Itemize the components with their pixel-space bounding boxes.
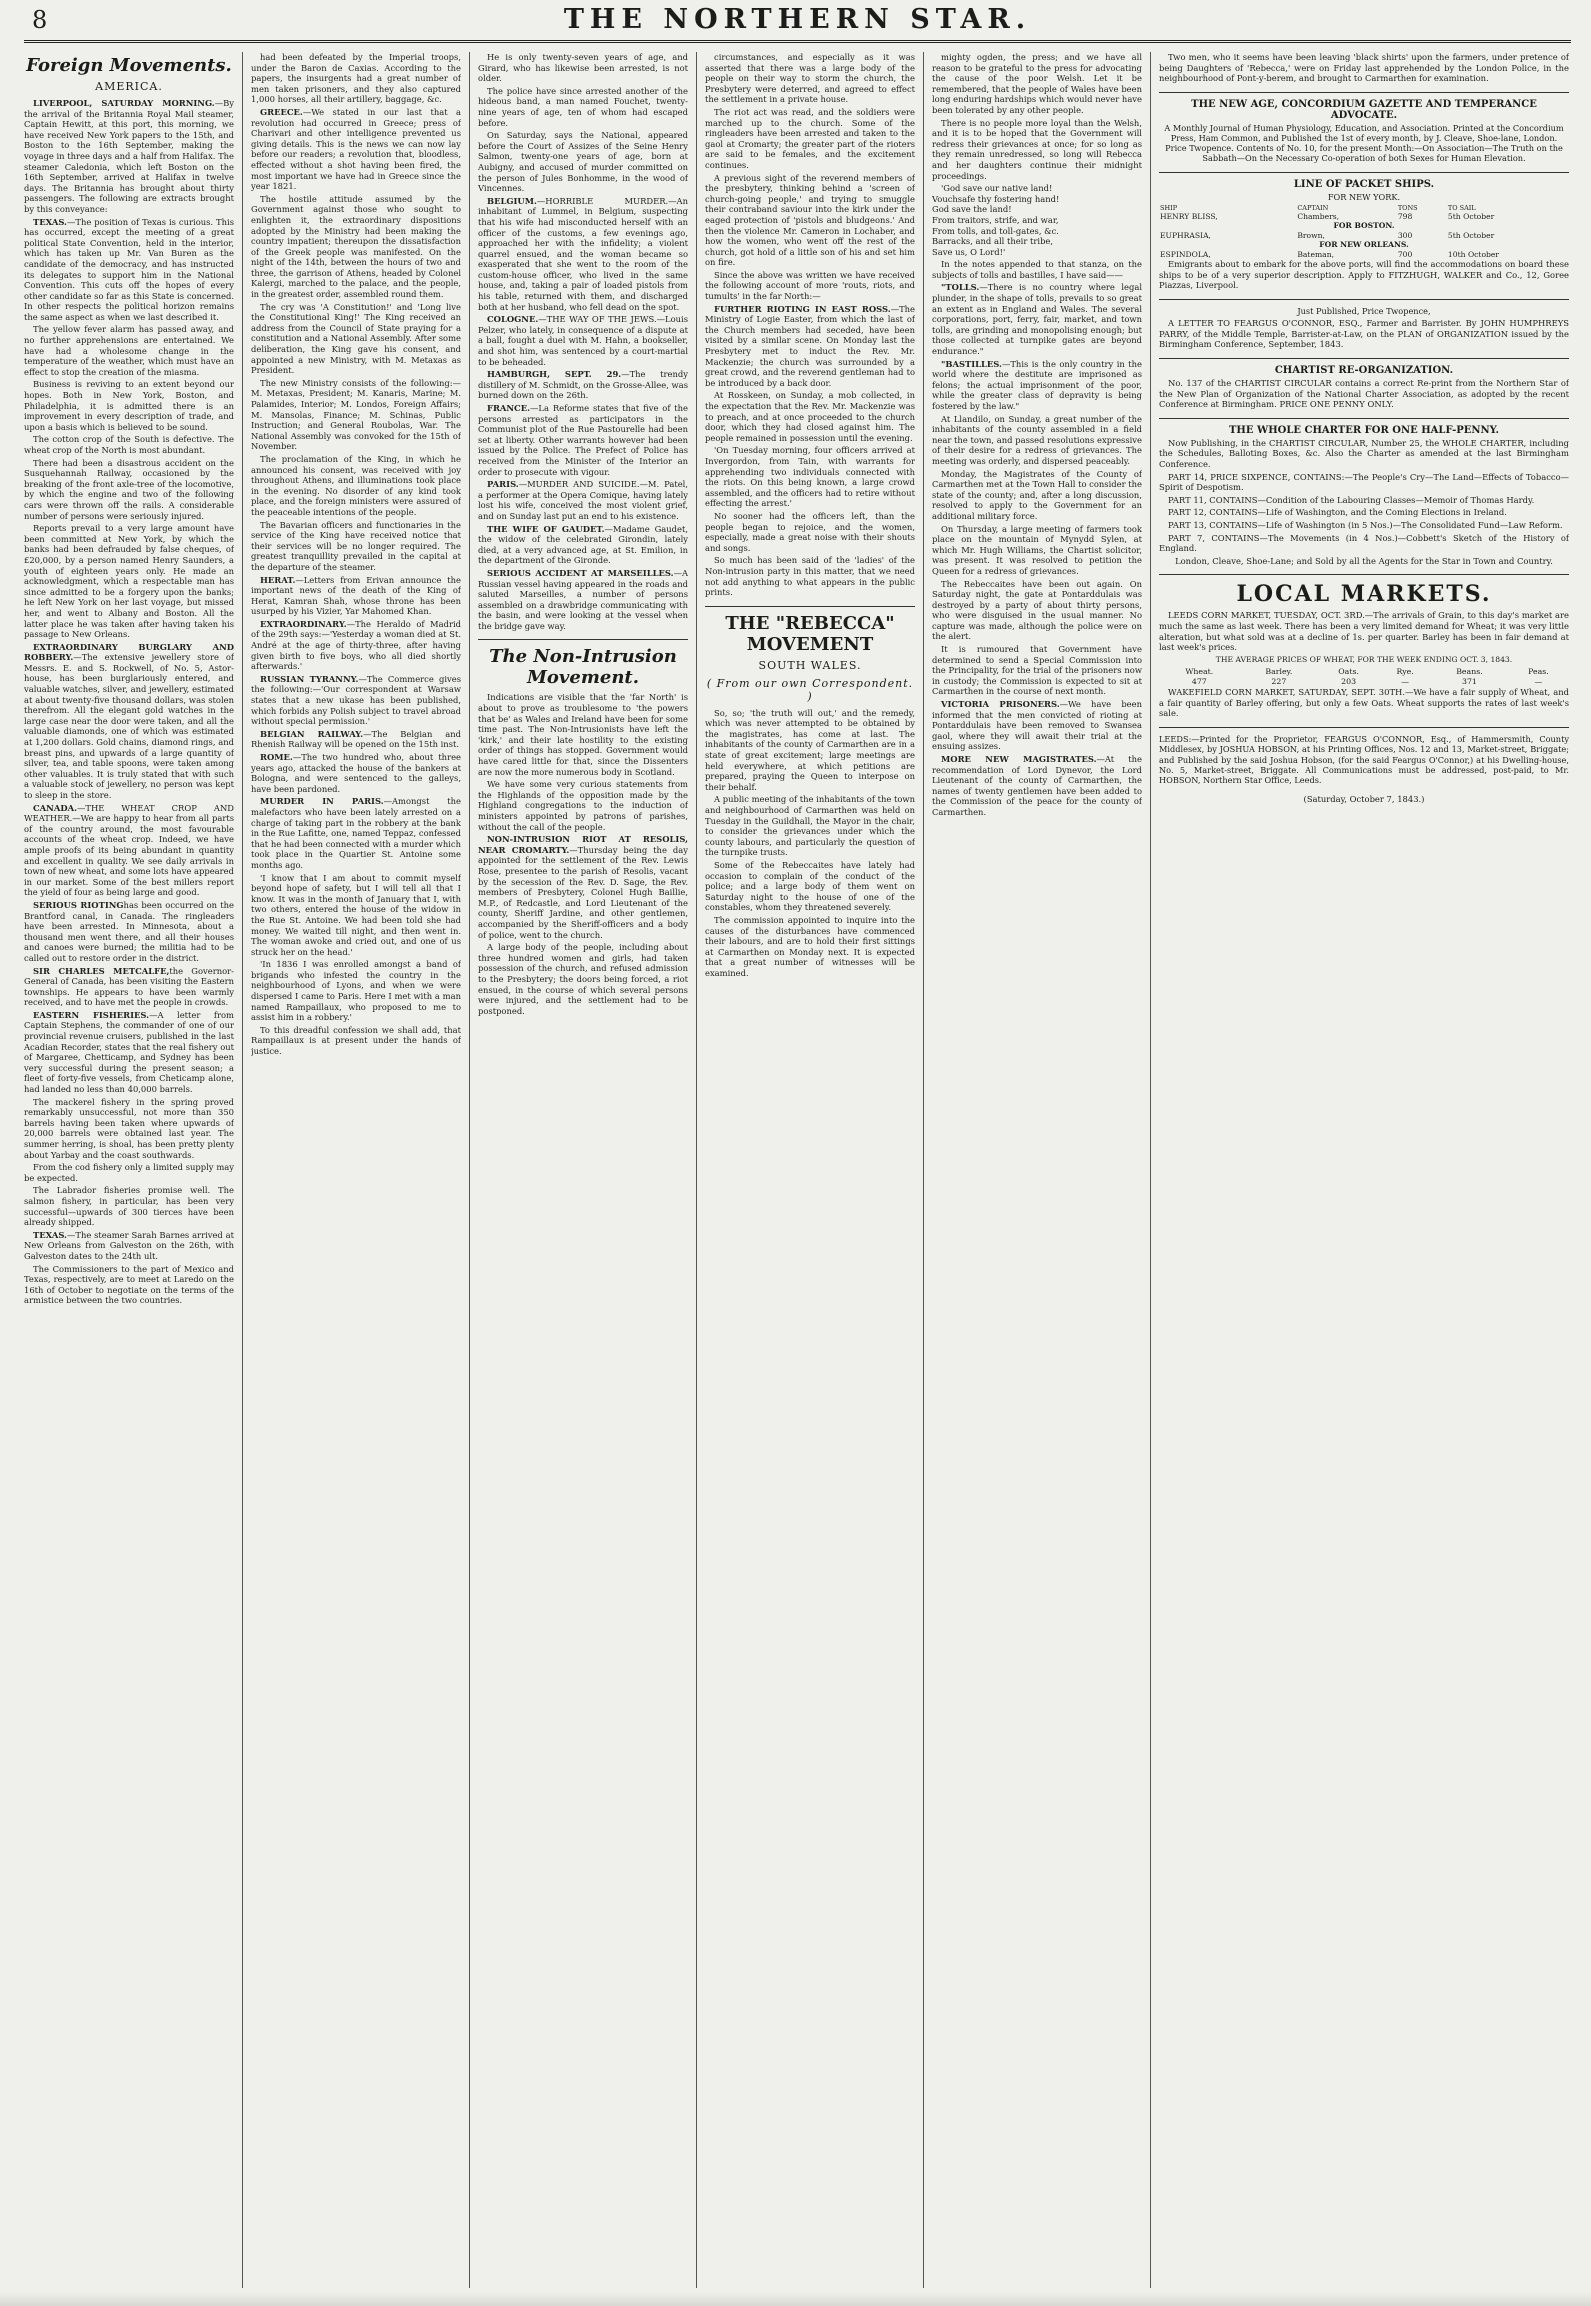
- paragraph-text: —The trendy distillery of M. Schmidt, on the Grosse-Allee, was burned down on the 26th.: [478, 369, 688, 401]
- article-paragraph: [251, 796, 461, 870]
- ship-cell: 10th October: [1447, 249, 1500, 259]
- paragraph-text: There had been a disastrous accident on the Susquehannah Railway, occasioned by the breaking of the front axle-tree of the locomotive, by which the engine and two of the following cars were thrown off the rails. A considerable number of persons were seriously injured.: [24, 457, 234, 521]
- article-paragraph: [932, 524, 1142, 577]
- article-paragraph: [932, 359, 1142, 412]
- ship-column-header: TO SAIL: [1447, 203, 1476, 212]
- paragraph-lead: "TOLLS.: [941, 282, 980, 293]
- paragraph-text: —HORRIBLE MURDER.—An inhabitant of Lummel, in Belgium, suspecting that his wife had misconducted herself with an officer of the customs, a few evenings ago, approached her with the infidelity; a violent quarrel ensued, and the woman became so exasperated that she went to the room of the custom-house officer, who lived in the same house, and, taking a pair of loaded pistols from his table, returned with them, and discharged both at her husband, who fell dead on the spot.: [478, 195, 688, 312]
- section-divider: [478, 639, 688, 640]
- article-paragraph: [251, 729, 461, 750]
- price-table-row: [1159, 677, 1569, 687]
- column-5: [932, 52, 1142, 2288]
- paragraph-lead: BELGIUM.: [487, 195, 537, 206]
- paragraph-text: The proclamation of the King, in which he announced his consent, was received with joy throughout Athens, and illuminations took place in the evening. No disorder of any kind took place, and the foreign ministers were assured of the peaceable intentions of the people.: [251, 453, 461, 517]
- packet-ships-subtitle: FOR NEW YORK.: [1327, 191, 1401, 202]
- paragraph-lead: TEXAS.: [33, 1229, 67, 1240]
- column-rule: [696, 52, 697, 2288]
- paragraph-text: 'In 1836 I was enrolled amongst a band of brigands who infested the country in the neighbourhood of Lyons, and when we were dispersed I came to Paris. Here I met with a man named Rampaillaux, who proposed to me to assist him in a robbery.': [251, 959, 461, 1023]
- article-paragraph: [478, 942, 688, 1016]
- wakefield-market-report: WAKEFIELD CORN MARKET, SATURDAY, SEPT. 30TH.—We have a fair supply of Wheat, and a fair quantity of Barley offering, but only a few Oats. Wheat supports the rates of last week's sale.: [1159, 686, 1569, 719]
- paragraph-text: circumstances, and especially as it was asserted that there was a large body of the people on their way to storm the church, the Presbytery were deterred, and agreed to effect the settlement in a private house.: [705, 52, 915, 105]
- article-paragraph: [1159, 52, 1569, 84]
- ship-row: [1159, 212, 1569, 222]
- part-listing: PART 13, CONTAINS—Life of Washington (in 5 Nos.)—The Consolidated Fund—Law Reform.: [1168, 520, 1563, 530]
- paragraph-text: So, so; 'the truth will out,' and the remedy, which was never attempted to be obtained by the magistrates, has come at last. The inhabitants of the county of Carmarthen are in a state of great excitement; large meetings are held everywhere, at which petitions are prepared, praying the Queen to interpose on their behalf.: [705, 707, 915, 792]
- paragraph-text: The police have since arrested another of the hideous band, a man named Fouchet, twenty-nine years of age, ten of whom had escaped before.: [478, 85, 688, 128]
- article-paragraph: [932, 699, 1142, 752]
- article-paragraph: [932, 414, 1142, 467]
- price-cell: 371: [1462, 676, 1477, 686]
- page-number: 8: [32, 6, 48, 34]
- article-paragraph: [932, 579, 1142, 643]
- paragraph-lead: FRANCE.: [487, 403, 531, 413]
- ship-cell: EUPHRASIA,: [1160, 230, 1211, 240]
- column-5-body: [932, 52, 1142, 818]
- article-paragraph: [932, 183, 1142, 257]
- paragraph-text: —We stated in our last that a revolution had occurred in Greece; press of Charivari and other intelligence prevented us giving details. This is the news we can now lay before our readers; a revolution that, bloodless, effected without a shot having been fired, the most important we have had in Greece since the year 1821.: [251, 106, 461, 192]
- paragraph-text: To this dreadful confession we shall add, that Rampaillaux is at present under the hands of justice.: [251, 1024, 461, 1057]
- paragraph-lead: RUSSIAN TYRANNY.: [260, 673, 359, 684]
- page-edge-shadow: [0, 2292, 1591, 2306]
- paragraph-text: —Madame Gaudet, the widow of the celebrated Girondin, lately died, at a very advanced age, at St. Emilion, in the department of the Gironde.: [478, 523, 688, 566]
- paragraph-lead: COLOGNE.: [487, 314, 539, 325]
- article-paragraph: [478, 369, 688, 401]
- paragraph-text: The cotton crop of the South is defective. The wheat crop of the North is most abundant.: [24, 434, 234, 455]
- printer-imprint: LEEDS:—Printed for the Proprietor, FEARGUS O'CONNOR, Esq., of Hammersmith, County Middlesex, by JOSHUA HOBSON, at his Printing Offices, Nos. 12 and 13, Market-street, Briggate; and Published by the said Joshua Hobson, (for the said Feargus O'Connor,) at his Dwelling-house, No. 5, Market-street, Briggate. All Communications must be addressed, post-paid, to Mr. HOBSON, Northern Star Office, Leeds.: [1159, 733, 1569, 786]
- paragraph-text: On Thursday, a large meeting of farmers took place on the mountain of Mynydd Sylen, at which Mr. Hugh Williams, the Chartist solicitor, was present. It was resolved to petition the Queen for a redress of grievances.: [932, 523, 1142, 576]
- column-rule: [923, 52, 924, 2288]
- article-paragraph: [478, 692, 688, 777]
- article-paragraph: [24, 1097, 234, 1161]
- paragraph-text: There is no people more loyal than the Welsh, and it is to be hoped that the Government will redress their grievances at once; for so long as they remain unredressed, so long will Rebecca and her daughters continue their midnight proceedings.: [932, 117, 1142, 181]
- article-paragraph: [932, 259, 1142, 280]
- article-paragraph: [705, 860, 915, 913]
- article-paragraph: [705, 173, 915, 268]
- column-3-body: [478, 52, 688, 631]
- paragraph-text: From the cod fishery only a limited supply may be expected.: [24, 1162, 234, 1183]
- price-cell: —: [1534, 676, 1543, 686]
- article-paragraph: [251, 752, 461, 794]
- article-paragraph: [24, 966, 234, 1008]
- paragraph-text: The hostile attitude assumed by the Government against those who sought to enlighten it, the extraordinary dispositions adopted by the Ministry had been making the country impatient; thereupon the dissatisfaction of the Greek people was manifested. On the night of the 14th, between the hours of two and three, the garrison of Athens, headed by Colonel Kalergi, marched to the palace, and the people, in the greatest order, assembled round them.: [251, 193, 461, 300]
- paragraph-text: had been defeated by the Imperial troops, under the Baron de Caxias. According to the papers, the insurgents had a great number of men taken prisoners, and they also captured 1,000 horses, all their artillery, baggage, &c.: [251, 52, 461, 105]
- ad-divider: [1159, 299, 1569, 300]
- column-rule: [469, 52, 470, 2288]
- article-paragraph: [251, 873, 461, 958]
- paragraph-text: He is only twenty-seven years of age, and Girard, who has likewise been arrested, is not older.: [478, 52, 688, 84]
- price-cell: 227: [1271, 676, 1287, 686]
- article-paragraph: [478, 52, 688, 84]
- article-paragraph: [705, 555, 915, 597]
- paragraph-text: A large body of the people, including about three hundred women and girls, had taken possession of the church, and refused admission to the Presbytery; the doors being forced, a riot ensued, in the course of which several persons were injured, and the settlement had to be postponed.: [478, 942, 688, 1016]
- price-table: [1159, 667, 1569, 687]
- ad-divider: [1159, 418, 1569, 419]
- paragraph-text: In the notes appended to that stanza, on the subjects of tolls and bastilles, I have said——: [932, 259, 1142, 280]
- article-paragraph: [705, 304, 915, 389]
- article-paragraph: [251, 52, 461, 105]
- column-rule: [242, 52, 243, 2288]
- ship-column-header: CAPTAIN: [1297, 203, 1329, 212]
- article-paragraph: [24, 1264, 234, 1306]
- article-paragraph: [705, 445, 915, 509]
- paragraph-text: —This is the only country in the world where the destitute are imprisoned as felons; the actual imprisonment of the poor, while the greater class of depravity is being fostered by the law.": [932, 358, 1142, 411]
- paragraph-text: mighty ogden, the press; and we have all reason to be grateful to the press for advocating the cause of the poor Welsh. Let it be remembered, that the people of Wales have been long enduring hardships which would never have been tolerated by any other people.: [932, 52, 1142, 115]
- paragraph-text: It is rumoured that Government have determined to send a Special Commission into the Principality, for the trial of the prisoners now in custody; the Commission is expected to sit at Carmarthen in the course of next month.: [932, 644, 1142, 697]
- paragraph-text: —At the recommendation of Lord Dynevor, the Lord Lieutenant of the county of Carmarthen, the names of twenty gentlemen have been added to the Commission of the peace for the county of Carmarthen.: [932, 754, 1142, 817]
- article-paragraph: [705, 794, 915, 858]
- paragraph-text: —The steamer Sarah Barnes arrived at New Orleans from Galveston on the 26th, with Galveston dates to the 24th ult.: [24, 1229, 234, 1261]
- article-paragraph: [932, 282, 1142, 356]
- paragraph-text: —The Ministry of Logie Easter, from which the last of the Church members had seceded, have been visited by a similar scene. On Monday last the Presbytery met to induct the Rev. Mr. Mackenzie; the church was surrounded by a great crowd, and the reverend gentleman had to be introduced by a back door.: [705, 303, 915, 388]
- leeds-market-report: LEEDS CORN MARKET, TUESDAY, OCT. 3RD.—The arrivals of Grain, to this day's market are much the same as last week. There has been a very limited demand for Wheat; it was very little alteration, but what sold was at a decline of 1s. per quarter. Barley has been in fair demand at last week's prices.: [1159, 610, 1569, 653]
- paragraph-lead: HAMBURGH, SEPT. 29.: [487, 369, 622, 380]
- column-2: [251, 52, 461, 2288]
- paragraph-lead: PARIS.: [487, 479, 519, 490]
- article-paragraph: [705, 511, 915, 553]
- paragraph-text: has been occurred on the Brantford canal, in Canada. The ringleaders have been arrested. In Minnesota, about a thousand men went there, and all their houses and canoes were burned; the militia had to be called out to restore order in the district.: [24, 899, 234, 963]
- ad-new-age-title: THE NEW AGE, CONCORDIUM GAZETTE AND TEMPERANCE ADVOCATE.: [1191, 98, 1537, 121]
- article-paragraph: [24, 803, 234, 898]
- paragraph-text: Two men, who it seems have been leaving 'black shirts' upon the farmers, under pretence of being Daughters of 'Rebecca,' were on Friday last apprehended by the London Police, in the neighbourhood of Pont-y-berem, and brought to Carmarthen for examination.: [1159, 52, 1569, 84]
- article-paragraph: [24, 324, 234, 377]
- paragraph-text: —The Commerce gives the following:—'Our correspondent at Warsaw states that a new ukase has been published, which forbids any Polish subject to travel abroad without special permission.': [251, 673, 461, 727]
- column-4-body: [705, 52, 915, 598]
- paragraph-lead: EXTRAORDINARY BURGLARY AND ROBBERY.: [24, 641, 234, 663]
- columns: [24, 52, 1571, 2292]
- article-paragraph: [478, 568, 688, 632]
- article-paragraph: [24, 434, 234, 455]
- article-paragraph: [251, 520, 461, 573]
- article-paragraph: [932, 52, 1142, 116]
- paragraph-lead: EXTRAORDINARY.: [260, 618, 347, 629]
- paragraph-lead: CANADA.: [33, 802, 77, 813]
- section-heading-non-intrusion: The Non-Intrusion Movement.: [489, 646, 677, 689]
- ship-column-header: TONS: [1397, 203, 1418, 212]
- paragraph-text: The Bavarian officers and functionaries in the service of the King have received notice that their services will be no longer required. The greatest tranquillity prevailed in the capital at the departure of the steamer.: [251, 519, 461, 572]
- paragraph-text: The mackerel fishery in the spring proved remarkably unsuccessful, not more than 350 barrels having been taken where upwards of 20,000 barrels were obtained last year. The summer herring, is shoal, has been pretty plenty about Yarbay and the coast southwards.: [24, 1096, 234, 1160]
- price-column-header: Barley.: [1265, 666, 1293, 676]
- article-paragraph: [251, 302, 461, 376]
- chartist-title: CHARTIST RE-ORGANIZATION.: [1274, 365, 1454, 377]
- ad-divider: [1159, 172, 1569, 173]
- article-paragraph: [24, 458, 234, 522]
- paragraph-text: —THE WHEAT CROP AND WEATHER.—We are happy to hear from all parts of the country around, the most favourable accounts of the wheat crop. Indeed, we have ample proofs of its being abundant in quantity and excellent in quality. We see daily arrivals in town of new wheat, and some lots have appeared in our market. Some of the best millers report the yield of four as being large and good.: [24, 802, 234, 898]
- paragraph-text: 'I know that I am about to commit myself beyond hope of safety, but I will tell all that I know. It was in the month of January that I, with two others, entered the house of the widow in the Rue St. Antoine. We had been told she had money. We waited till night, and then went in. The woman awoke and cried out, and one of us struck her on the head.': [251, 872, 461, 957]
- paragraph-text: The Commissioners to the part of Mexico and Texas, respectively, are to meet at Laredo on the 16th of October to negotiate on the terms of the armistice between the two countries.: [24, 1263, 234, 1306]
- chartist-text: No. 137 of the CHARTIST CIRCULAR contains a correct Re-print from the Northern Star of the New Plan of Organization of the National Charter Association, as adopted by the recent Conference at Birmingham. PRICE ONE PENNY ONLY.: [1159, 378, 1569, 410]
- article-paragraph: [705, 107, 915, 171]
- paragraph-text: —MURDER AND SUICIDE.—M. Patel, a performer at the Opera Comique, having lately lost his wife, conceived the most violent grief, and on Sunday last put an end to his existence.: [478, 479, 688, 521]
- paragraph-text: —By the arrival of the Britannia Royal Mail steamer, Captain Hewitt, at this port, this morning, we have received New York papers to the 15th, and Boston to the 16th September, making the voyage in three days and a half from Halifax. The steamer Caledonia, which left Boston on the 16th September, arrived at Halifax in twelve days. The Britannia has brought about thirty passengers. The following are extracts brought by this conveyance:: [24, 98, 234, 214]
- ship-column-header: SHIP: [1160, 203, 1178, 212]
- paragraph-text: —THE WAY OF THE JEWS.—Louis Pelzer, who lately, in consequence of a dispute at a ball, fought a duel with M. Hahn, a bookseller, and shot him, was sentenced by a court-martial to be beheaded.: [478, 314, 688, 367]
- letter-ad-text: A LETTER TO FEARGUS O'CONNOR, ESQ., Farmer and Barrister. By JOHN HUMPHREYS PARRY, of the Middle Temple, Barrister-at-Law, on the PLAN of ORGANIZATION issued by the Birmingham Conference, September, 1843.: [1159, 318, 1569, 350]
- paragraph-text: At Llandilo, on Sunday, a great number of the inhabitants of the county assembled in a field near the town, and passed resolutions expressive of their desire for a redress of grievances. The meeting was orderly, and dispersed peaceably.: [932, 413, 1142, 466]
- article-paragraph: [932, 469, 1142, 522]
- ad-new-age-text: A Monthly Journal of Human Physiology, Education, and Association. Printed at the Concordium Press, Ham Common, and Published the 1st of every month, by J. Cleave, Shoe-lane, London. Price Twopence. Contents of No. 10, for the present Month:—On Association—The Truth on the Sabbath—On the Necessary Co-operation of both Sexes for Human Elevation.: [1164, 122, 1564, 164]
- column-3: [478, 52, 688, 2288]
- paragraph-text: We have some very curious statements from the Highlands of the opposition made by the Highland congregations to the induction of ministers appointed by patrons of parishes, without the call of the people.: [478, 779, 688, 832]
- paragraph-text: On Saturday, says the National, appeared before the Court of Assizes of the Seine Henry Salmon, twenty-one years of age, born at Aubigny, and accused of murder committed on the person of Jules Bonhomme, in the wood of Vincennes.: [478, 130, 688, 194]
- price-column-header: Wheat.: [1185, 666, 1214, 676]
- article-paragraph: [478, 479, 688, 521]
- ship-row: [1159, 240, 1569, 250]
- price-column-header: Beans.: [1456, 666, 1483, 676]
- article-paragraph: [932, 644, 1142, 697]
- ship-cell: 5th October: [1447, 230, 1495, 240]
- paragraph-lead: HERAT.: [260, 574, 296, 585]
- paragraph-text: A public meeting of the inhabitants of the town and neighbourhood of Carmarthen was held on Tuesday in the Guildhall, the Mayor in the chair, to consider the grievances under which the county labours, and particularly the question of the turnpike trusts.: [705, 794, 915, 858]
- paragraph-text: —The position of Texas is curious. This has occurred, except the meeting of a great political State Convention, held in the interior, which has taken up Mr. Van Buren as the candidate of the democracy, and has instructed its delegates to support him in the National Convention. This cuts off the hopes of every other candidate so far as this State is concerned. In other respects the political horizon remains the same aspect as when we last described it.: [24, 216, 234, 322]
- column-rule: [1150, 52, 1151, 2288]
- correspondent-note: ( From our own Correspondent. ): [706, 676, 914, 703]
- paragraph-text: —There is no country where legal plunder, in the shape of tolls, prevails to so great an extent as in England and Wales. The several corporations, port, ferry, fair, market, and town tolls, are grinding and monopolising enough; but those collected at turnpike gates are beyond endurance.": [932, 282, 1142, 357]
- part-listing: PART 12, CONTAINS—Life of Washington, and the Coming Elections in Ireland.: [1168, 507, 1507, 518]
- paragraph-lead: BELGIAN RAILWAY.: [260, 728, 364, 739]
- price-cell: 203: [1341, 676, 1357, 686]
- price-cell: —: [1401, 676, 1409, 686]
- paragraph-lead: EASTERN FISHERIES.: [33, 1009, 150, 1020]
- paragraph-text: At Rosskeen, on Sunday, a mob collected, in the expectation that the Rev. Mr. Mackenzie was to preach, and at once proceeded to the church door, which they had closed against him. The people remained in possession until the evening.: [705, 390, 915, 443]
- paragraph-text: —The two hundred who, about three years ago, attacked the house of the bankers at Bologna, and were sentenced to the galleys, have been pardoned.: [251, 752, 461, 794]
- paragraph-text: —A Russian vessel having appeared in the roads and saluted Marseilles, a number of persons assembled on a drawbridge communicating with the basin, and were looking at the vessel when the bridge gave way.: [478, 567, 688, 631]
- paragraph-text: The cry was 'A Constitution!' and 'Long live the Constitutional King!' The King received an address from the Council of State praying for a constitution and a National Assembly. After some deliberation, the King gave his consent, and appointed a new Ministry, with M. Metaxas as President.: [251, 301, 461, 376]
- paragraph-lead: VICTORIA PRISONERS.: [941, 699, 1060, 710]
- paragraph-lead: ROME.: [260, 752, 293, 762]
- ship-row: [1159, 250, 1569, 260]
- price-cell: 477: [1191, 676, 1207, 686]
- paragraph-text: —Letters from Erivan announce the important news of the death of the King of Herat, Kamran Shah, whose throne has been usurped by his Vizier, Yar Mahomed Khan.: [251, 574, 461, 617]
- imprint-divider: [1159, 727, 1569, 728]
- parts-list: [1159, 472, 1569, 554]
- part-listing: PART 11, CONTAINS—Condition of the Labouring Classes—Memoir of Thomas Hardy.: [1168, 494, 1535, 505]
- article-paragraph: [478, 196, 688, 313]
- paragraph-lead: SERIOUS ACCIDENT AT MARSEILLES.: [487, 567, 674, 578]
- ship-cell: FOR BOSTON.: [1333, 221, 1395, 231]
- article-paragraph: [251, 454, 461, 518]
- paragraph-text: —La Reforme states that five of the persons arrested as participators in the Communist plot of the Rue Pastourelle had been set at liberty. Other warrants however had been issued by the Police. The Prefect of Police has received from the Minister of the Interior an order to prosecute with vigour.: [478, 403, 688, 477]
- article-paragraph: [478, 779, 688, 832]
- paragraph-text: Some of the Rebeccaites have lately had occasion to complain of the conduct of the police; and a large body of them went on Saturday night to the house of one of the constables, whom they threatened severely.: [705, 860, 915, 913]
- paragraph-lead: NON-INTRUSION RIOT AT RESOLIS, NEAR CROMARTY.: [478, 834, 688, 855]
- paragraph-text: 'On Tuesday morning, four officers arrived at Invergordon, from Tain, with warrants for apprehending two individuals connected with the riots. On this being known, a large crowd assembled, and the officers had to retire without effecting the arrest.': [705, 445, 915, 509]
- section-heading-foreign: Foreign Movements.: [26, 55, 232, 76]
- paragraph-lead: FURTHER RIOTING IN EAST ROSS.: [714, 303, 891, 314]
- ship-cell: ESPINDOLA,: [1160, 249, 1211, 259]
- article-paragraph: [478, 834, 688, 940]
- ship-cell: Chambers,: [1297, 211, 1340, 221]
- paragraph-text: —We have been informed that the men convicted of rioting at Pontarddulais have been removed to Swansea gaol, where they will await their trial at the ensuing assizes.: [932, 699, 1142, 752]
- ship-cell: 5th October: [1447, 211, 1495, 221]
- paragraph-text: —Amongst the malefactors who have been lately arrested on a charge of taking part in the robbery at the bank in the Rue Lafitte, one, named Teppaz, confessed that he had been connected with a murder which took place in the Quartier St. Antoine some months ago.: [251, 796, 461, 870]
- whole-charter-title: THE WHOLE CHARTER FOR ONE HALF-PENNY.: [1228, 424, 1500, 436]
- ad-divider: [1159, 92, 1569, 93]
- paragraph-lead: LIVERPOOL, SATURDAY MORNING.: [33, 98, 215, 108]
- article-paragraph: [251, 674, 461, 727]
- paragraph-text: The Rebeccaites have been out again. On Saturday night, the gate at Pontarddulais was destroyed by a party of about thirty persons, who were disguised in the usual manner. No capture was made, although the police were on the alert.: [932, 578, 1142, 642]
- price-table-title: THE AVERAGE PRICES OF WHEAT, FOR THE WEEK ENDING OCT. 3, 1843.: [1215, 654, 1513, 664]
- ship-cell: FOR NEW ORLEANS.: [1319, 240, 1409, 250]
- packet-ships-note: Emigrants about to embark for the above ports, will find the accommodations on board these ships to be of a very superior description. Apply to FITZHUGH, WALKER and Co., 12, Goree Piazzas, Liverpool.: [1159, 259, 1569, 291]
- paragraph-text: Indications are visible that the 'far North' is about to prove as troublesome to 'the powers that be' as Wales and Ireland have been for some time past. The Non-Intrusionists have left the 'kirk,' and their late hostility to the existing order of things has stopped. Government would have cared little for that, since the Dissenters are now the more numerous body in Scotland.: [478, 692, 688, 777]
- subheading-america: AMERICA.: [95, 80, 163, 93]
- ad-divider: [1159, 574, 1569, 575]
- local-markets-heading: LOCAL MARKETS.: [1236, 581, 1492, 608]
- article-paragraph: [251, 959, 461, 1023]
- paragraph-lead: MORE NEW MAGISTRATES.: [941, 754, 1097, 764]
- ship-cell: Bateman,: [1297, 249, 1335, 259]
- article-paragraph: [478, 130, 688, 194]
- paragraph-text: —The Belgian and Rhenish Railway will be opened on the 15th inst.: [251, 728, 461, 750]
- paragraph-text: —Thursday being the day appointed for the settlement of the Rev. Lewis Rose, presentee to the parish of Resolis, vacant by the secession of the Rev. D. Sage, the Rev. members of Presbytery, Colonel Hugh Baillie, M.P., of Redcastle, and Lord Lieutenant of the county, Sheriff Jardine, and other gentlemen, accompanied by the Sheriff-officers and a body of police, went to the church.: [478, 844, 688, 940]
- paragraph-text: The new Ministry consists of the following:—M. Metaxas, President; M. Kanaris, Marine; M. Palamides, Interior; M. Londos, Foreign Affairs; M. Mansolas, Finance; M. Schinas, Public Instruction; and General Roubolas, War. The National Assembly was convoked for the 15th of November.: [251, 377, 461, 452]
- ship-row: [1159, 231, 1569, 241]
- article-paragraph: [24, 1010, 234, 1095]
- paragraph-text: The Labrador fisheries promise well. The salmon fishery, in particular, has been very successful—upwards of 300 tierces have been already shipped.: [24, 1185, 234, 1228]
- paragraph-lead: MURDER IN PARIS.: [260, 796, 384, 807]
- price-column-header: Oats.: [1338, 666, 1359, 676]
- paragraph-text: Since the above was written we have received the following account of more 'routs, riots, and tumults' in the far North:—: [705, 269, 915, 302]
- article-paragraph: [24, 1185, 234, 1227]
- paragraph-lead: SIR CHARLES METCALFE,: [33, 965, 170, 976]
- ship-table-body: [1159, 212, 1569, 260]
- paragraph-lead: THE WIFE OF GAUDET.: [487, 523, 605, 534]
- paragraph-text: Business is reviving to an extent beyond our hopes. Both in New York, Boston, and Philadelphia, it is admitted there is an improvement in every description of trade, and upon a basis which is believed to be sound.: [24, 379, 234, 432]
- article-paragraph: [24, 1162, 234, 1183]
- article-paragraph: [932, 118, 1142, 182]
- ship-cell: 300: [1397, 230, 1413, 240]
- column-1-body: [24, 98, 234, 1306]
- subheading-south-wales: SOUTH WALES.: [758, 658, 862, 672]
- article-paragraph: [251, 107, 461, 192]
- article-paragraph: [24, 642, 234, 801]
- article-paragraph: [24, 1230, 234, 1262]
- ship-cell: 700: [1397, 249, 1413, 259]
- article-paragraph: [251, 1025, 461, 1057]
- article-paragraph: [932, 754, 1142, 818]
- price-column-header: Rye.: [1396, 666, 1414, 676]
- article-paragraph: [705, 52, 915, 105]
- paragraph-text: So much has been said of the 'ladies' of the Non-intrusion party in this matter, that we need not add anything to what appears in the public prints.: [705, 555, 915, 598]
- column-2-body: [251, 52, 461, 1057]
- packet-ships-table: [1159, 204, 1569, 260]
- paragraph-lead: "BASTILLES.: [941, 358, 1002, 369]
- article-paragraph: [24, 217, 234, 323]
- paragraph-text: —A letter from Captain Stephens, the commander of one of our provincial revenue cruisers, published in the last Acadian Recorder, states that the real fishery out of Margaree, Chetticamp, and Sydney has been very successful during the present season; a fleet of forty-five vessels, from Cheticamp alone, had landed no less than 40,000 barrels.: [24, 1009, 234, 1095]
- article-paragraph: [478, 403, 688, 477]
- article-paragraph: [24, 900, 234, 964]
- column-6-body: [1159, 52, 1569, 84]
- article-paragraph: [24, 98, 234, 215]
- paragraph-text: The yellow fever alarm has passed away, and no further apprehensions are entertained. We have had a wholesome change in the temperature of the weather, which must have an effect to stop the creation of the miasma.: [24, 324, 234, 377]
- article-paragraph: [478, 314, 688, 367]
- paragraph-text: Reports prevail to a very large amount have been committed at New York, by which the banks had been defrauded by false cheques, of £20,000, by a person named Henry Saunders, a youth of eighteen years only. He made an acknowledgment, which a respectable man has since admitted to be a forgery upon the banks; he left New York on her last voyage, but missed her, and went to Albany and Boston. All the latter place he was taken after having taken his passage to New Orleans.: [24, 523, 234, 640]
- newspaper-title: THE NORTHERN STAR.: [563, 4, 1032, 35]
- paragraph-text: —The Heraldo of Madrid of the 29th says:—'Yesterday a woman died at St. André at the age of thirty-three, after having given birth to five boys, who all died shortly afterwards.': [251, 618, 461, 672]
- publisher-line: London, Cleave, Shoe-Lane; and Sold by all the Agents for the Star in Town and Country.: [1175, 555, 1553, 566]
- ship-table-header: [1159, 204, 1569, 212]
- paragraph-text: No sooner had the officers left, than the people began to rejoice, and the women, especially, made a great noise with their shouts and songs.: [705, 510, 915, 553]
- ship-cell: HENRY BLISS,: [1160, 211, 1218, 221]
- paragraph-text: —The extensive jewellery store of Messrs. E. and S. Rockwell, of No. 5, Astor-house, has been burglariously entered, and valuable watches, silver, and jewellery, estimated at about twenty-five thousand dollars, was stolen therefrom. All the elegant gold watches in the large case near the door were taken, and all the valuable diamonds, one of which was estimated at 1,200 dollars. Gold chains, diamond rings, and breast pins, and upwards of a large quantity of silver, tea, and table spoons, were taken among other valuables. It is truly stated that with such a valuable stock of jewellery, no person was kept to sleep in the store.: [24, 652, 234, 800]
- paragraph-text: 'God save our native land! Vouchsafe thy fostering hand! God save the land! From traitors, strife, and war, From tolls, and toll-gates, &c. Barracks, and all their tribe, Save us, O Lord!': [932, 183, 1060, 257]
- article-paragraph: [251, 194, 461, 300]
- article-paragraph: [478, 86, 688, 128]
- article-paragraph: [705, 708, 915, 793]
- section-heading-rebecca: THE "REBECCA" MOVEMENT: [725, 612, 895, 655]
- article-paragraph: [705, 915, 915, 979]
- issue-date: (Saturday, October 7, 1843.): [1303, 793, 1425, 804]
- letter-ad-title: Just Published, Price Twopence,: [1297, 306, 1431, 317]
- article-paragraph: [251, 619, 461, 672]
- article-paragraph: [251, 575, 461, 617]
- ad-divider: [1159, 358, 1569, 359]
- article-paragraph: [251, 378, 461, 452]
- price-table-header: [1159, 667, 1569, 677]
- ship-cell: 798: [1397, 211, 1413, 221]
- article-paragraph: [24, 523, 234, 640]
- article-paragraph: [24, 379, 234, 432]
- section-divider: [705, 606, 915, 607]
- article-paragraph: [705, 390, 915, 443]
- paragraph-text: the Governor-General of Canada, has been visiting the Eastern townships. He appears to have been warmly received, and to have met the people in crowds.: [24, 965, 234, 1008]
- article-paragraph: [478, 524, 688, 566]
- column-4: [705, 52, 915, 2288]
- paragraph-text: The commission appointed to inquire into the causes of the disturbances have commenced their labours, and are to hold their first sittings at Carmarthen on Monday next. It is expected that a great number of witnesses will be examined.: [705, 914, 915, 978]
- article-paragraph: [705, 270, 915, 302]
- paragraph-text: The riot act was read, and the soldiers were marched up to the church. Some of the ringleaders have been arrested and taken to the gaol at Cromarty; the greater part of the rioters are said to be females, and the excitement continues.: [705, 106, 915, 170]
- price-column-header: Peas.: [1528, 666, 1549, 676]
- ship-row: [1159, 221, 1569, 231]
- column-4-body-2: [705, 708, 915, 979]
- whole-charter-text: Now Publishing, in the CHARTIST CIRCULAR, Number 25, the WHOLE CHARTER, including the Schedules, Balloting Boxes, &c. Also the Charter as amended at the last Birmingham Conference.: [1159, 437, 1569, 470]
- packet-ships-title: LINE OF PACKET SHIPS.: [1293, 178, 1435, 190]
- part-listing: PART 7, CONTAINS—The Movements (in 4 Nos.)—Cobbett's Sketch of the History of England.: [1159, 532, 1569, 554]
- paragraph-lead: TEXAS.: [33, 216, 67, 227]
- column-6: [1159, 52, 1569, 2288]
- paragraph-text: Monday, the Magistrates of the County of Carmarthen met at the Town Hall to consider the state of the county; and, after a long discussion, resolved to apply to the Government for an additional military force.: [932, 468, 1142, 521]
- paragraph-lead: GREECE.: [260, 106, 303, 117]
- paragraph-text: A previous sight of the reverend members of the presbytery, thinking behind a 'screen of church-going people,' and trying to smuggle their contraband saviour into the kirk under the eaged protection of 'pistols and bludgeons.' And then the violence Mr. Cameron in Lochaber, and how the women, who went off the rest of the church, got hold of a little son of his and set him on fire.: [705, 172, 915, 268]
- column-1: [24, 52, 234, 2288]
- paragraph-lead: SERIOUS RIOTING: [33, 899, 124, 910]
- column-3-body-2: [478, 692, 688, 1016]
- masthead: [24, 0, 1571, 43]
- part-listing: PART 14, PRICE SIXPENCE, CONTAINS:—The People's Cry—The Land—Effects of Tobacco—Spirit of Despotism.: [1159, 471, 1569, 493]
- ship-cell: Brown,: [1297, 230, 1325, 240]
